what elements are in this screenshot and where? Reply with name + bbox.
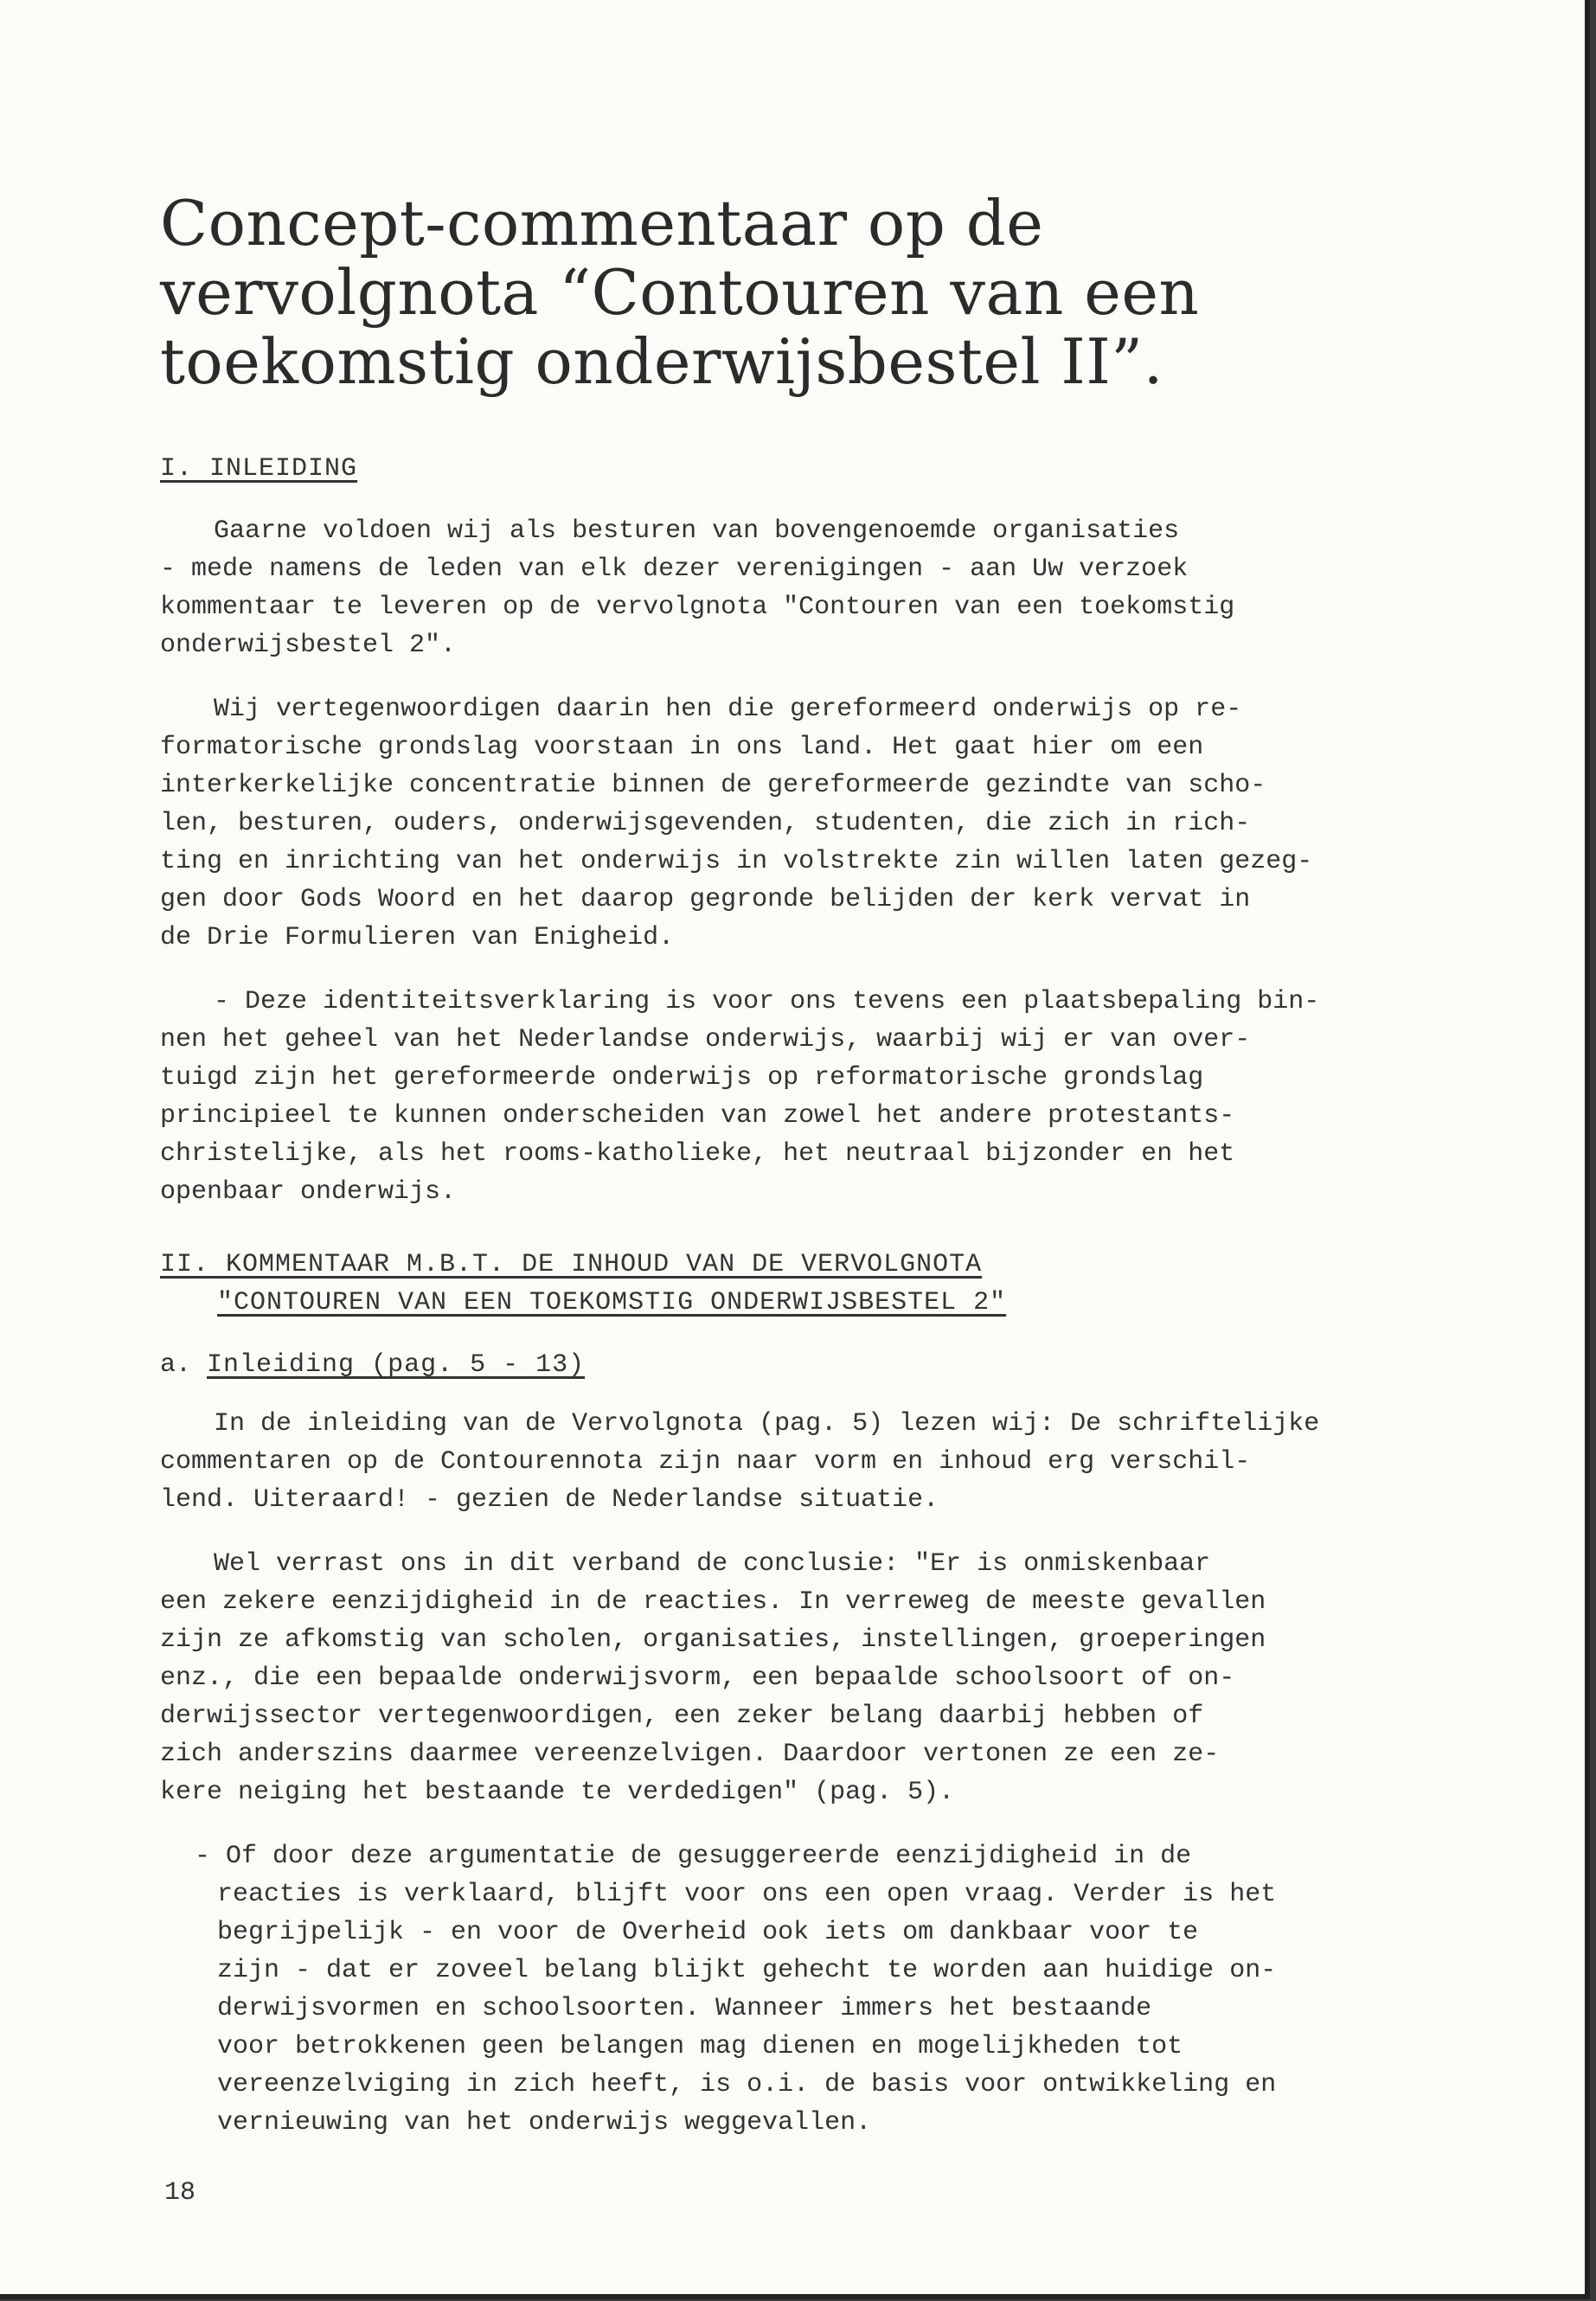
text-line: kommentaar te leveren op de vervolgnota "Contouren van een toekomstig <box>160 593 1235 622</box>
text-line: een zekere eenzijdigheid in de reacties. In verreweg de meeste gevallen <box>160 1587 1266 1617</box>
paragraph <box>160 690 1397 957</box>
text-line: begrijpelijk - en voor de Overheid ook iets om dankbaar voor te <box>217 1918 1199 1947</box>
document-title <box>160 189 1371 396</box>
text-line: Wij vertegenwoordigen daarin hen die gereformeerd onderwijs op re- <box>214 695 1242 724</box>
text-line: ting en inrichting van het onderwijs in volstrekte zin willen laten gezeg- <box>160 847 1313 876</box>
title-line: vervolgnota “Contouren van een <box>160 256 1200 329</box>
text-line: - Deze identiteitsverklaring is voor ons tevens een plaatsbepaling bin- <box>214 987 1320 1016</box>
paragraph <box>160 512 1397 664</box>
text-line: interkerkelijke concentratie binnen de gereformeerde gezindte van scho- <box>160 771 1266 800</box>
subsection-label: Inleiding (pag. 5 - 13) <box>207 1350 586 1380</box>
text-line: vereenzelviging in zich heeft, is o.i. de basis voor ontwikkeling en <box>217 2070 1277 2099</box>
heading-line: II. KOMMENTAAR M.B.T. DE INHOUD VAN DE VERVOLGNOTA <box>160 1250 983 1279</box>
text-line: - mede namens de leden van elk dezer verenigingen - aan Uw verzoek <box>160 554 1189 584</box>
text-line: In de inleiding van de Vervolgnota (pag. 5) lezen wij: De schriftelijke <box>214 1409 1320 1439</box>
paragraph <box>160 983 1397 1211</box>
text-line: formatorische grondslag voorstaan in ons land. Het gaat hier om een <box>160 733 1204 762</box>
subsection-letter: a. <box>160 1350 192 1380</box>
section-heading-kommentaar <box>160 1246 1397 1322</box>
text-line: derwijsvormen en schoolsoorten. Wanneer immers het bestaande <box>217 1994 1152 2023</box>
text-line: reacties is verklaard, blijft voor ons een open vraag. Verder is het <box>217 1880 1277 1909</box>
title-line: Concept-commentaar op de <box>160 187 1044 260</box>
page-number: 18 <box>164 2178 196 2208</box>
text-line: zijn ze afkomstig van scholen, organisaties, instellingen, groeperingen <box>160 1625 1266 1655</box>
subsection-heading <box>160 1346 1397 1384</box>
text-line: kere neiging het bestaande te verdedigen" (pag. 5). <box>160 1778 955 1807</box>
paragraph <box>160 1405 1397 1519</box>
text-line: - Of door deze argumentatie de gesuggereerde eenzijdigheid in de <box>195 1842 1192 1871</box>
text-line: enz., die een bepaalde onderwijsvorm, een bepaalde schoolsoort of on- <box>160 1663 1235 1693</box>
text-line: Gaarne voldoen wij als besturen van bovengenoemde organisaties <box>214 516 1180 546</box>
text-line: zich anderszins daarmee vereenzelvigen. Daardoor vertonen ze een ze- <box>160 1740 1220 1769</box>
text-line: zijn - dat er zoveel belang blijkt gehecht te worden aan huidige on- <box>217 1956 1277 1985</box>
text-line: lend. Uiteraard! - gezien de Nederlandse situatie. <box>160 1485 939 1515</box>
paragraph <box>160 1837 1397 2142</box>
text-line: voor betrokkenen geen belangen mag dienen en mogelijkheden tot <box>217 2032 1183 2061</box>
text-line: christelijke, als het rooms-katholieke, het neutraal bijzonder en het <box>160 1139 1235 1169</box>
paragraph <box>160 1545 1397 1811</box>
text-line: gen door Gods Woord en het daarop gegronde belijden der kerk vervat in <box>160 885 1251 914</box>
heading-line: "CONTOUREN VAN EEN TOEKOMSTIG ONDERWIJSBESTEL 2" <box>217 1288 1007 1317</box>
text-line: commentaren op de Contourennota zijn naar vorm en inhoud erg verschil- <box>160 1447 1251 1477</box>
section-heading-inleiding: I. INLEIDING <box>160 454 358 484</box>
text-line: len, besturen, ouders, onderwijsgevenden, studenten, die zich in rich- <box>160 809 1251 838</box>
text-line: onderwijsbestel 2". <box>160 631 457 660</box>
text-line: de Drie Formulieren van Enigheid. <box>160 923 675 952</box>
text-line: vernieuwing van het onderwijs weggevallen. <box>217 2108 872 2138</box>
text-line: principieel te kunnen onderscheiden van zowel het andere protestants- <box>160 1101 1235 1131</box>
text-line: openbaar onderwijs. <box>160 1177 457 1207</box>
text-line: tuigd zijn het gereformeerde onderwijs op reformatorische grondslag <box>160 1063 1204 1093</box>
text-line: nen het geheel van het Nederlandse onderwijs, waarbij wij er van over- <box>160 1025 1251 1054</box>
text-line: derwijssector vertegenwoordigen, een zeker belang daarbij hebben of <box>160 1702 1204 1731</box>
title-line: toekomstig onderwijsbestel II”. <box>160 325 1163 398</box>
document-body <box>160 450 1397 2168</box>
text-line: Wel verrast ons in dit verband de conclusie: "Er is onmiskenbaar <box>214 1549 1211 1579</box>
